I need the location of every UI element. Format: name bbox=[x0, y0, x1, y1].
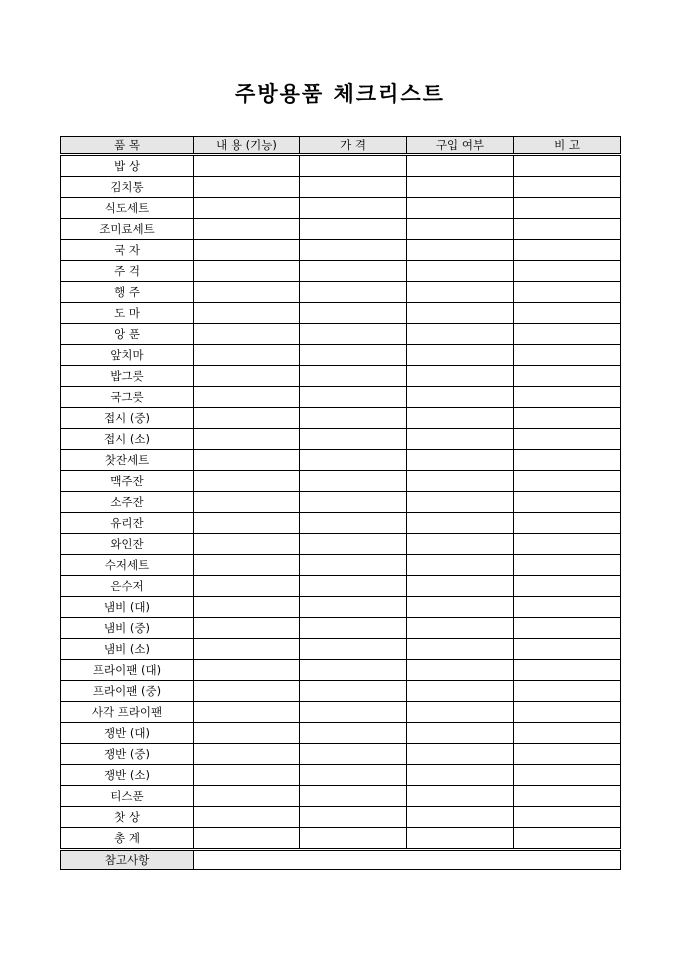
purchase-cell[interactable] bbox=[407, 828, 514, 850]
item-name: 은수저 bbox=[61, 576, 194, 597]
table-row bbox=[61, 597, 621, 618]
item-name: 앞치마 bbox=[61, 345, 194, 366]
price-cell[interactable] bbox=[300, 324, 407, 345]
table-row bbox=[61, 450, 621, 471]
table-row bbox=[61, 303, 621, 324]
content-cell[interactable] bbox=[194, 723, 300, 744]
content-cell[interactable] bbox=[194, 702, 300, 723]
price-cell[interactable] bbox=[300, 765, 407, 786]
content-cell[interactable] bbox=[194, 282, 300, 303]
purchase-cell[interactable] bbox=[407, 555, 514, 576]
price-cell[interactable] bbox=[300, 513, 407, 534]
content-cell[interactable] bbox=[194, 639, 300, 660]
purchase-cell[interactable] bbox=[407, 597, 514, 618]
table-row bbox=[61, 219, 621, 240]
remarks-cell[interactable] bbox=[514, 177, 621, 198]
price-cell[interactable] bbox=[300, 219, 407, 240]
purchase-cell[interactable] bbox=[407, 303, 514, 324]
table-row bbox=[61, 387, 621, 408]
table-row bbox=[61, 408, 621, 429]
table-row bbox=[61, 828, 621, 850]
price-cell[interactable] bbox=[300, 639, 407, 660]
item-name: 수저세트 bbox=[61, 555, 194, 576]
price-cell[interactable] bbox=[300, 660, 407, 681]
content-cell[interactable] bbox=[194, 366, 300, 387]
content-cell[interactable] bbox=[194, 555, 300, 576]
purchase-cell[interactable] bbox=[407, 345, 514, 366]
header-row bbox=[61, 137, 621, 155]
purchase-cell[interactable] bbox=[407, 450, 514, 471]
price-cell[interactable] bbox=[300, 366, 407, 387]
remarks-cell[interactable] bbox=[514, 618, 621, 639]
header-content: 내 용 (기능) bbox=[194, 137, 300, 155]
remarks-cell[interactable] bbox=[514, 702, 621, 723]
content-cell[interactable] bbox=[194, 387, 300, 408]
purchase-cell[interactable] bbox=[407, 408, 514, 429]
table-row bbox=[61, 576, 621, 597]
content-cell[interactable] bbox=[194, 828, 300, 850]
notes-row bbox=[61, 850, 621, 870]
price-cell[interactable] bbox=[300, 240, 407, 261]
item-name: 국 자 bbox=[61, 240, 194, 261]
remarks-cell[interactable] bbox=[514, 471, 621, 492]
price-cell[interactable] bbox=[300, 282, 407, 303]
price-cell[interactable] bbox=[300, 303, 407, 324]
purchase-cell[interactable] bbox=[407, 744, 514, 765]
content-cell[interactable] bbox=[194, 660, 300, 681]
content-cell[interactable] bbox=[194, 324, 300, 345]
table-row bbox=[61, 618, 621, 639]
purchase-cell[interactable] bbox=[407, 324, 514, 345]
content-cell[interactable] bbox=[194, 471, 300, 492]
item-name: 접시 (중) bbox=[61, 408, 194, 429]
content-cell[interactable] bbox=[194, 345, 300, 366]
purchase-cell[interactable] bbox=[407, 155, 514, 177]
item-name: 밥 상 bbox=[61, 155, 194, 177]
purchase-cell[interactable] bbox=[407, 765, 514, 786]
price-cell[interactable] bbox=[300, 828, 407, 850]
price-cell[interactable] bbox=[300, 198, 407, 219]
content-cell[interactable] bbox=[194, 765, 300, 786]
purchase-cell[interactable] bbox=[407, 660, 514, 681]
price-cell[interactable] bbox=[300, 471, 407, 492]
table-row bbox=[61, 429, 621, 450]
content-cell[interactable] bbox=[194, 219, 300, 240]
content-cell[interactable] bbox=[194, 618, 300, 639]
table-row bbox=[61, 177, 621, 198]
header-purchase: 구입 여부 bbox=[407, 137, 514, 155]
purchase-cell[interactable] bbox=[407, 282, 514, 303]
table-row bbox=[61, 513, 621, 534]
table-row bbox=[61, 723, 621, 744]
page-title: 주방용품 체크리스트 bbox=[235, 81, 445, 106]
table-row bbox=[61, 555, 621, 576]
remarks-cell[interactable] bbox=[514, 828, 621, 850]
content-cell[interactable] bbox=[194, 534, 300, 555]
content-cell[interactable] bbox=[194, 303, 300, 324]
price-cell[interactable] bbox=[300, 429, 407, 450]
price-cell[interactable] bbox=[300, 576, 407, 597]
notes-field[interactable] bbox=[194, 850, 621, 870]
table-row bbox=[61, 345, 621, 366]
content-cell[interactable] bbox=[194, 576, 300, 597]
remarks-cell[interactable] bbox=[514, 576, 621, 597]
remarks-cell[interactable] bbox=[514, 744, 621, 765]
table-row bbox=[61, 807, 621, 828]
purchase-cell[interactable] bbox=[407, 492, 514, 513]
price-cell[interactable] bbox=[300, 155, 407, 177]
remarks-cell[interactable] bbox=[514, 155, 621, 177]
header-item: 품 목 bbox=[61, 137, 194, 155]
content-cell[interactable] bbox=[194, 786, 300, 807]
price-cell[interactable] bbox=[300, 387, 407, 408]
remarks-cell[interactable] bbox=[514, 534, 621, 555]
price-cell[interactable] bbox=[300, 786, 407, 807]
remarks-cell[interactable] bbox=[514, 261, 621, 282]
item-name: 유리잔 bbox=[61, 513, 194, 534]
price-cell[interactable] bbox=[300, 492, 407, 513]
remarks-cell[interactable] bbox=[514, 219, 621, 240]
purchase-cell[interactable] bbox=[407, 618, 514, 639]
checklist-table bbox=[60, 136, 621, 870]
price-cell[interactable] bbox=[300, 618, 407, 639]
purchase-cell[interactable] bbox=[407, 576, 514, 597]
content-cell[interactable] bbox=[194, 744, 300, 765]
remarks-cell[interactable] bbox=[514, 345, 621, 366]
remarks-cell[interactable] bbox=[514, 366, 621, 387]
notes-label: 참고사항 bbox=[61, 850, 194, 870]
item-name: 국그릇 bbox=[61, 387, 194, 408]
price-cell[interactable] bbox=[300, 261, 407, 282]
item-name: 소주잔 bbox=[61, 492, 194, 513]
remarks-cell[interactable] bbox=[514, 639, 621, 660]
item-name: 와인잔 bbox=[61, 534, 194, 555]
item-name: 식도세트 bbox=[61, 198, 194, 219]
price-cell[interactable] bbox=[300, 597, 407, 618]
purchase-cell[interactable] bbox=[407, 513, 514, 534]
item-name: 주 걱 bbox=[61, 261, 194, 282]
remarks-cell[interactable] bbox=[514, 765, 621, 786]
price-cell[interactable] bbox=[300, 723, 407, 744]
content-cell[interactable] bbox=[194, 261, 300, 282]
remarks-cell[interactable] bbox=[514, 660, 621, 681]
item-name: 앙 푼 bbox=[61, 324, 194, 345]
remarks-cell[interactable] bbox=[514, 240, 621, 261]
table-row bbox=[61, 492, 621, 513]
table-row bbox=[61, 366, 621, 387]
remarks-cell[interactable] bbox=[514, 555, 621, 576]
purchase-cell[interactable] bbox=[407, 807, 514, 828]
purchase-cell[interactable] bbox=[407, 366, 514, 387]
item-name: 접시 (소) bbox=[61, 429, 194, 450]
item-name: 쟁반 (대) bbox=[61, 723, 194, 744]
item-name: 찻잔세트 bbox=[61, 450, 194, 471]
price-cell[interactable] bbox=[300, 555, 407, 576]
item-name: 조미료세트 bbox=[61, 219, 194, 240]
item-name: 티스푼 bbox=[61, 786, 194, 807]
item-name: 냄비 (중) bbox=[61, 618, 194, 639]
table-row bbox=[61, 702, 621, 723]
remarks-cell[interactable] bbox=[514, 450, 621, 471]
remarks-cell[interactable] bbox=[514, 681, 621, 702]
item-name: 프라이팬 (중) bbox=[61, 681, 194, 702]
price-cell[interactable] bbox=[300, 534, 407, 555]
header-remarks: 비 고 bbox=[514, 137, 621, 155]
purchase-cell[interactable] bbox=[407, 534, 514, 555]
content-cell[interactable] bbox=[194, 492, 300, 513]
table-row bbox=[61, 660, 621, 681]
table-row bbox=[61, 155, 621, 177]
item-name: 김치통 bbox=[61, 177, 194, 198]
content-cell[interactable] bbox=[194, 681, 300, 702]
table-row bbox=[61, 765, 621, 786]
item-name: 총 계 bbox=[61, 828, 194, 850]
remarks-cell[interactable] bbox=[514, 324, 621, 345]
remarks-cell[interactable] bbox=[514, 597, 621, 618]
content-cell[interactable] bbox=[194, 597, 300, 618]
price-cell[interactable] bbox=[300, 408, 407, 429]
price-cell[interactable] bbox=[300, 681, 407, 702]
item-name: 밥그릇 bbox=[61, 366, 194, 387]
table-row bbox=[61, 786, 621, 807]
table-row bbox=[61, 324, 621, 345]
price-cell[interactable] bbox=[300, 450, 407, 471]
content-cell[interactable] bbox=[194, 198, 300, 219]
remarks-cell[interactable] bbox=[514, 429, 621, 450]
price-cell[interactable] bbox=[300, 702, 407, 723]
table-row bbox=[61, 681, 621, 702]
purchase-cell[interactable] bbox=[407, 219, 514, 240]
item-name: 맥주잔 bbox=[61, 471, 194, 492]
purchase-cell[interactable] bbox=[407, 639, 514, 660]
table-row bbox=[61, 744, 621, 765]
item-name: 행 주 bbox=[61, 282, 194, 303]
table-row bbox=[61, 261, 621, 282]
content-cell[interactable] bbox=[194, 408, 300, 429]
purchase-cell[interactable] bbox=[407, 240, 514, 261]
content-cell[interactable] bbox=[194, 240, 300, 261]
item-name: 프라이팬 (대) bbox=[61, 660, 194, 681]
remarks-cell[interactable] bbox=[514, 408, 621, 429]
purchase-cell[interactable] bbox=[407, 786, 514, 807]
header-price: 가 격 bbox=[300, 137, 407, 155]
table-row bbox=[61, 282, 621, 303]
item-name: 찻 상 bbox=[61, 807, 194, 828]
price-cell[interactable] bbox=[300, 744, 407, 765]
purchase-cell[interactable] bbox=[407, 429, 514, 450]
price-cell[interactable] bbox=[300, 807, 407, 828]
table-row bbox=[61, 639, 621, 660]
remarks-cell[interactable] bbox=[514, 303, 621, 324]
item-name: 쟁반 (중) bbox=[61, 744, 194, 765]
table-row bbox=[61, 240, 621, 261]
item-name: 도 마 bbox=[61, 303, 194, 324]
item-name: 냄비 (대) bbox=[61, 597, 194, 618]
item-name: 쟁반 (소) bbox=[61, 765, 194, 786]
table-row bbox=[61, 198, 621, 219]
remarks-cell[interactable] bbox=[514, 807, 621, 828]
remarks-cell[interactable] bbox=[514, 387, 621, 408]
table-row bbox=[61, 471, 621, 492]
purchase-cell[interactable] bbox=[407, 177, 514, 198]
content-cell[interactable] bbox=[194, 177, 300, 198]
content-cell[interactable] bbox=[194, 807, 300, 828]
content-cell[interactable] bbox=[194, 513, 300, 534]
purchase-cell[interactable] bbox=[407, 723, 514, 744]
remarks-cell[interactable] bbox=[514, 492, 621, 513]
purchase-cell[interactable] bbox=[407, 681, 514, 702]
item-name: 사각 프라이팬 bbox=[61, 702, 194, 723]
remarks-cell[interactable] bbox=[514, 723, 621, 744]
purchase-cell[interactable] bbox=[407, 261, 514, 282]
content-cell[interactable] bbox=[194, 450, 300, 471]
table-row bbox=[61, 534, 621, 555]
purchase-cell[interactable] bbox=[407, 702, 514, 723]
content-cell[interactable] bbox=[194, 429, 300, 450]
remarks-cell[interactable] bbox=[514, 786, 621, 807]
price-cell[interactable] bbox=[300, 177, 407, 198]
remarks-cell[interactable] bbox=[514, 198, 621, 219]
remarks-cell[interactable] bbox=[514, 513, 621, 534]
purchase-cell[interactable] bbox=[407, 471, 514, 492]
price-cell[interactable] bbox=[300, 345, 407, 366]
content-cell[interactable] bbox=[194, 155, 300, 177]
remarks-cell[interactable] bbox=[514, 282, 621, 303]
purchase-cell[interactable] bbox=[407, 198, 514, 219]
item-name: 냄비 (소) bbox=[61, 639, 194, 660]
purchase-cell[interactable] bbox=[407, 387, 514, 408]
